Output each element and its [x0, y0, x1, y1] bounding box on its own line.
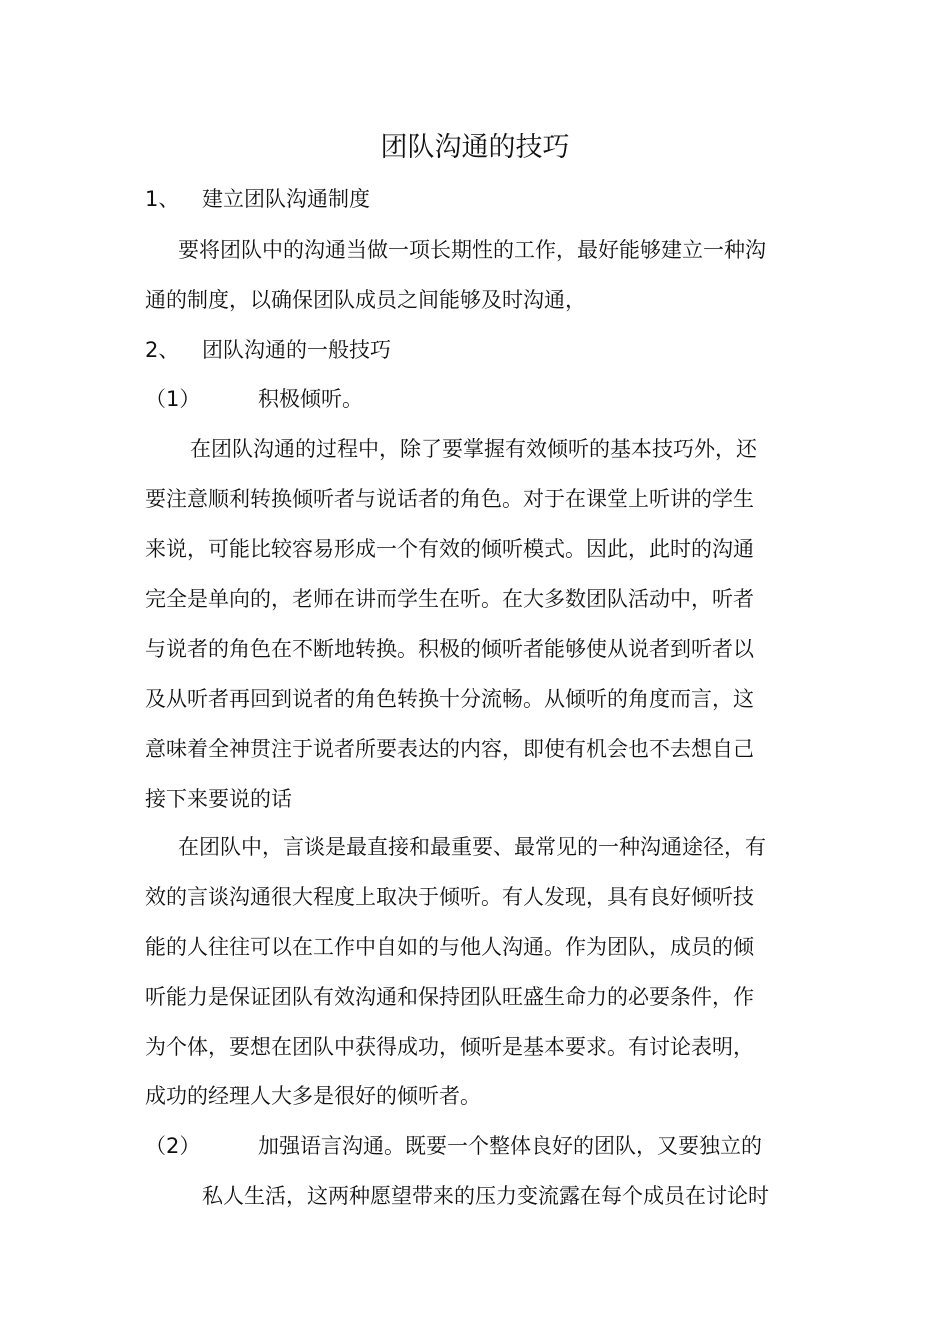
- para2-line: 完全是单向的，老师在讲而学生在听。在大多数团队活动中，听者: [145, 587, 754, 611]
- para3-line: 效的言谈沟通很大程度上取决于倾听。有人发现，具有良好倾听技: [145, 885, 754, 909]
- section1-heading: 建立团队沟通制度: [202, 187, 370, 211]
- item1-number: （1）: [145, 387, 201, 411]
- para2-line: 意味着全神贯注于说者所要表达的内容，即使有机会也不去想自己: [145, 737, 754, 761]
- item2-number: （2）: [145, 1134, 201, 1158]
- para2-line: 接下来要说的话: [145, 787, 292, 811]
- para1-line: 要将团队中的沟通当做一项长期性的工作，最好能够建立一种沟: [178, 238, 766, 262]
- item2-heading: 加强语言沟通。既要一个整体良好的团队，又要独立的: [258, 1134, 762, 1158]
- para4-line: 私人生活，这两种愿望带来的压力变流露在每个成员在讨论时: [202, 1184, 769, 1208]
- para3-line: 为个体，要想在团队中获得成功，倾听是基本要求。有讨论表明，: [145, 1035, 754, 1059]
- section2-heading: 团队沟通的一般技巧: [202, 338, 391, 362]
- section2-number: 2、: [145, 338, 180, 362]
- para2-line: 来说，可能比较容易形成一个有效的倾听模式。因此，此时的沟通: [145, 537, 754, 561]
- para3-line: 听能力是保证团队有效沟通和保持团队旺盛生命力的必要条件，作: [145, 985, 754, 1009]
- para2-line: 在团队沟通的过程中，除了要掌握有效倾听的基本技巧外，还: [190, 437, 757, 461]
- para3-line: 能的人往往可以在工作中自如的与他人沟通。作为团队，成员的倾: [145, 935, 754, 959]
- para3-line: 在团队中，言谈是最直接和最重要、最常见的一种沟通途径，有: [178, 835, 766, 859]
- item1-heading: 积极倾听。: [258, 387, 363, 411]
- para1-line: 通的制度，以确保团队成员之间能够及时沟通，: [145, 288, 586, 312]
- document-title: 团队沟通的技巧: [380, 132, 570, 163]
- para2-line: 要注意顺利转换倾听者与说话者的角色。对于在课堂上听讲的学生: [145, 487, 754, 511]
- para2-line: 及从听者再回到说者的角色转换十分流畅。从倾听的角度而言，这: [145, 687, 754, 711]
- section1-number: 1、: [145, 187, 180, 211]
- para3-line: 成功的经理人大多是很好的倾听者。: [145, 1084, 481, 1108]
- para2-line: 与说者的角色在不断地转换。积极的倾听者能够使从说者到听者以: [145, 637, 754, 661]
